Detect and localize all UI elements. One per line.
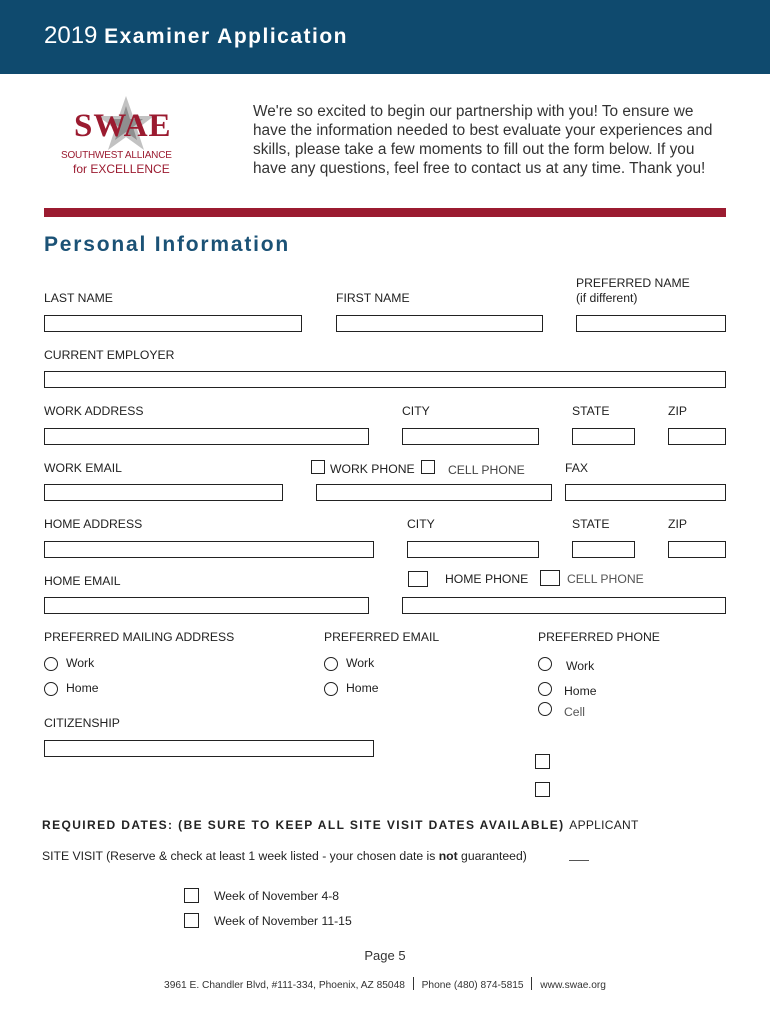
phone-work-radio[interactable] xyxy=(538,657,552,671)
first-name-field[interactable] xyxy=(336,315,543,332)
work-cell-phone-checkbox[interactable] xyxy=(421,460,435,474)
email-home-radio[interactable] xyxy=(324,682,338,696)
divider-bar xyxy=(44,208,726,217)
fax-label: FAX xyxy=(565,461,589,475)
email-home-label: Home xyxy=(346,681,379,695)
site-visit-post: guaranteed) xyxy=(457,849,527,863)
preferred-name-note: (if different) xyxy=(576,291,638,305)
home-zip-label: ZIP xyxy=(668,517,687,531)
work-email-field[interactable] xyxy=(44,484,283,501)
preferred-name-field[interactable] xyxy=(576,315,726,332)
email-work-radio[interactable] xyxy=(324,657,338,671)
home-cell-phone-checkbox[interactable] xyxy=(540,570,560,586)
site-visit-bold: not xyxy=(438,849,458,863)
work-city-field[interactable] xyxy=(402,428,539,445)
title-text: Examiner Application xyxy=(104,25,348,48)
citizenship-label: CITIZENSHIP xyxy=(44,716,120,730)
preferred-email-label: PREFERRED EMAIL xyxy=(324,630,440,644)
footer-phone: Phone (480) 874-5815 xyxy=(421,980,524,991)
extra-checkbox-2[interactable] xyxy=(535,782,550,797)
applicant-underline xyxy=(569,860,589,861)
phone-cell-radio[interactable] xyxy=(538,702,552,716)
work-cell-phone-label: CELL PHONE xyxy=(448,463,525,477)
mailing-work-radio[interactable] xyxy=(44,657,58,671)
preferred-mailing-label: PREFERRED MAILING ADDRESS xyxy=(44,630,235,644)
mailing-home-label: Home xyxy=(66,681,99,695)
work-phone-checkbox[interactable] xyxy=(311,460,325,474)
phone-cell-label: Cell xyxy=(564,705,585,719)
last-name-label: LAST NAME xyxy=(44,291,113,305)
site-visit-text xyxy=(42,849,527,863)
mailing-home-radio[interactable] xyxy=(44,682,58,696)
work-zip-label: ZIP xyxy=(668,404,687,418)
home-zip-field[interactable] xyxy=(668,541,726,558)
phone-home-label: Home xyxy=(564,684,597,698)
footer-sep-2 xyxy=(531,977,532,990)
work-phone-field[interactable] xyxy=(316,484,552,501)
logo-line2: for EXCELLENCE xyxy=(73,162,170,176)
work-address-field[interactable] xyxy=(44,428,369,445)
title-year: 2019 xyxy=(44,22,98,49)
first-name-label: FIRST NAME xyxy=(336,291,410,305)
current-employer-field[interactable] xyxy=(44,371,726,388)
week-2-checkbox[interactable] xyxy=(184,913,199,928)
intro-text: We're so excited to begin our partnership with you! To ensure we have the information needed to best evaluate your experiences and skills, please take a few moments to fill out the form below. If you have any questions, feel free to contact us at any time. Thank you! xyxy=(253,103,713,177)
site-visit-pre: SITE VISIT (Reserve & check at least 1 week listed - your chosen date is xyxy=(42,849,439,863)
applicant-label: APPLICANT xyxy=(569,818,639,832)
phone-work-label: Work xyxy=(566,659,595,673)
preferred-name-label: PREFERRED NAME xyxy=(576,276,690,290)
work-city-label: CITY xyxy=(402,404,430,418)
mailing-work-label: Work xyxy=(66,656,95,670)
footer-web[interactable]: www.swae.org xyxy=(540,980,606,991)
logo-wordmark: SWAE xyxy=(74,108,172,144)
required-dates-text: REQUIRED DATES: (BE SURE TO KEEP ALL SITE VISIT DATES AVAILABLE) xyxy=(42,818,565,832)
work-email-label: WORK EMAIL xyxy=(44,461,122,475)
home-cell-phone-label: CELL PHONE xyxy=(567,572,644,586)
home-phone-checkbox[interactable] xyxy=(408,571,428,587)
work-zip-field[interactable] xyxy=(668,428,726,445)
current-employer-label: CURRENT EMPLOYER xyxy=(44,348,175,362)
home-email-label: HOME EMAIL xyxy=(44,574,121,588)
work-state-label: STATE xyxy=(572,404,610,418)
home-address-label: HOME ADDRESS xyxy=(44,517,143,531)
fax-field[interactable] xyxy=(565,484,726,501)
email-work-label: Work xyxy=(346,656,375,670)
home-email-field[interactable] xyxy=(44,597,369,614)
home-state-field[interactable] xyxy=(572,541,635,558)
phone-home-radio[interactable] xyxy=(538,682,552,696)
extra-checkbox-1[interactable] xyxy=(535,754,550,769)
required-dates-heading xyxy=(42,818,639,832)
home-phone-field[interactable] xyxy=(402,597,726,614)
work-phone-label: WORK PHONE xyxy=(330,462,415,476)
preferred-phone-label: PREFERRED PHONE xyxy=(538,630,660,644)
week-1-label: Week of November 4-8 xyxy=(214,889,340,903)
page-title xyxy=(44,22,348,50)
citizenship-field[interactable] xyxy=(44,740,374,757)
page-number: Page 5 xyxy=(364,948,406,963)
week-1-checkbox[interactable] xyxy=(184,888,199,903)
footer-contact xyxy=(0,977,770,991)
home-city-label: CITY xyxy=(407,517,435,531)
home-phone-label: HOME PHONE xyxy=(445,572,529,586)
home-address-field[interactable] xyxy=(44,541,374,558)
home-city-field[interactable] xyxy=(407,541,539,558)
section-title: Personal Information xyxy=(44,233,291,256)
logo-line1: SOUTHWEST ALLIANCE xyxy=(61,150,172,161)
week-2-label: Week of November 11-15 xyxy=(214,914,352,928)
footer-address: 3961 E. Chandler Blvd, #111-334, Phoenix, AZ 85048 xyxy=(164,980,405,991)
work-address-label: WORK ADDRESS xyxy=(44,404,144,418)
footer-sep-1 xyxy=(413,977,414,990)
home-state-label: STATE xyxy=(572,517,610,531)
work-state-field[interactable] xyxy=(572,428,635,445)
last-name-field[interactable] xyxy=(44,315,302,332)
swae-logo xyxy=(60,92,180,180)
